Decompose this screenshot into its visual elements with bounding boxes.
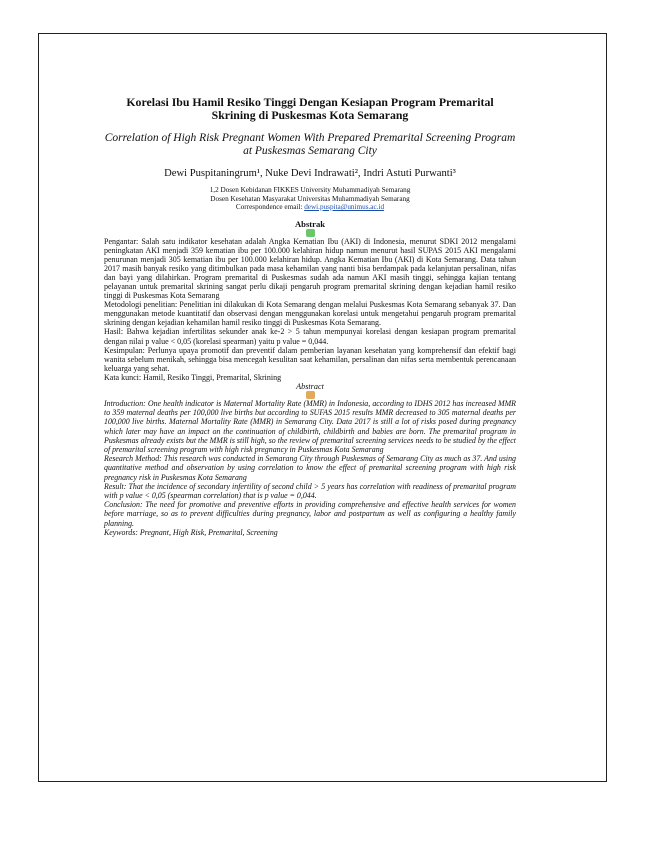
abstract-en-introduction: Introduction: One health indicator is Maternal Mortality Rate (MMR) in Indonesia, according to IDHS 2012 has increased MMR to 359 maternal deaths per 100,000 live births but according to SUFAS 2015 results MMR decreased to 305 maternal deaths per 100,000 live births. Maternal Mortality Rate (MMR) in Semarang City. Data 2017 is still a lot of risks posed during pregnancy which later may have an impact on the continuation of childbirth, childbirth and babies are born. The premarital program in Puskesmas already exists but the MMR is still high, so the review of premarital screening services needs to be studied by the effect of premarital screening program with high risk pregnancy in Puskesmas Kota Semarang bbox=[104, 399, 516, 455]
affiliation-1: 1,2 Dosen Kebidanan FIKKES University Muhammadiyah Semarang bbox=[209, 186, 411, 194]
author-list: Dewi Puspitaningrum¹, Nuke Devi Indrawati², Indri Astuti Purwanti³ bbox=[164, 168, 456, 179]
annotation-marker-icon bbox=[306, 391, 315, 399]
abstract-indonesian bbox=[104, 237, 516, 383]
affiliation-2: Dosen Kesehatan Masyarakat Universitas Muhammadiyah Semarang bbox=[210, 194, 410, 203]
abstract-en-keywords: Keywords: Pregnant, High Risk, Premarital, Screening bbox=[104, 527, 278, 537]
abstract-en-conclusion: Conclusion: The need for promotive and preventive efforts in providing comprehensive and effective health services for women before marriage, so as to prevent difficulties during pregnancy, labor and postpartum as well as configuring a healthy family planning. bbox=[104, 500, 516, 528]
abstract-id-introduction: Pengantar: Salah satu indikator kesehatan adalah Angka Kematian Ibu (AKI) di Indonesia, menurut SDKI 2012 mengalami peningkatan AKI menjadi 359 kematian ibu per 100.000 kelahiran hidup namun menurut hasil SUPAS 2015 AKI mengalami penurunan menjadi 305 kematian ibu per 100.000 kelahiran hidup. Angka Kematian Ibu (AKI) di Kota Semarang. Data tahun 2017 masih banyak resiko yang ditimbulkan pada masa kehamilan yang nanti bisa berdampak pada kelanjutan persalinan, nifas dan bayi yang dilahirkan. Program premarital di Puskesmas sudah ada namun AKI masih tinggi, sehingga kajian tentang pelayanan untuk premarital skrining sangat perlu dikaji pengaruh program premarital skrining dengan kejadian hamil resiko tinggi di Puskesmas Kota Semarang bbox=[104, 236, 516, 301]
correspondence-label: Correspondence email bbox=[235, 203, 301, 211]
paper-content bbox=[104, 96, 516, 537]
correspondence: Correspondence email: dewi.puspita@unimus.ac.id bbox=[235, 203, 385, 211]
abstract-heading: Abstrak bbox=[294, 218, 326, 229]
paper-title: Korelasi Ibu Hamil Resiko Tinggi Dengan Kesiapan Program Premarital Skrining di Puskesmas Kota Semarang bbox=[126, 95, 494, 122]
abstract-id-conclusion: Kesimpulan: Perlunya upaya promotif dan preventif dalam pemberian layanan kesehatan yang komprehensif dan efektif bagi wanita sebelum menikah, sehingga bisa mencegah kesulitan saat kehamilan, persalinan dan nifas serta membentuk perencanaan keluarga yang sehat. bbox=[104, 345, 516, 373]
abstract-id-method: Metodologi penelitian: Penelitian ini dilakukan di Kota Semarang dengan melalui Puskesmas Kota Semarang sebanyak 37. Dan menggunakan metode kuantitatif dan observasi dengan menggunakan korelasi untuk mengetahui pengaruh program premarital skrining dengan kejadian kehamilan hamil resiko tinggi di Puskesmas Kota Semarang. bbox=[104, 300, 516, 328]
abstract-en-result: Result: That the incidence of secondary infertility of second child > 5 years has correlation with readiness of premarital program with p value < 0,05 (spearman correlation) that is p value = 0,044. bbox=[104, 481, 516, 501]
abstract-id-keywords: Kata kunci: Hamil, Resiko Tinggi, Premarital, Skrining bbox=[104, 372, 282, 382]
abstract-en-method: Research Method: This research was conducted in Semarang City through Puskesmas of Semarang City as much as 37. And using quantitative method and observation by using correlation to know the effect of premarital screening program with high risk pregnancy risk in Puskesmas Kota Semarang bbox=[104, 454, 516, 482]
abstract-id-result: Hasil: Bahwa kejadian infertilitas sekunder anak ke-2 > 5 tahun mempunyai korelasi dengan kesiapan program premarital dengan nilai p value < 0,05 (korelasi spearman) yaitu p value = 0,044. bbox=[104, 327, 516, 346]
correspondence-email[interactable]: dewi.puspita@unimus.ac.id bbox=[304, 203, 385, 211]
abstract-english bbox=[104, 399, 516, 537]
affiliations bbox=[104, 186, 516, 212]
annotation-marker-icon bbox=[306, 229, 315, 237]
paper-subtitle-english: Correlation of High Risk Pregnant Women With Prepared Premarital Screening Program at Puskesmas Semarang City bbox=[104, 132, 516, 157]
abstract-heading-english: Abstract bbox=[296, 382, 324, 391]
